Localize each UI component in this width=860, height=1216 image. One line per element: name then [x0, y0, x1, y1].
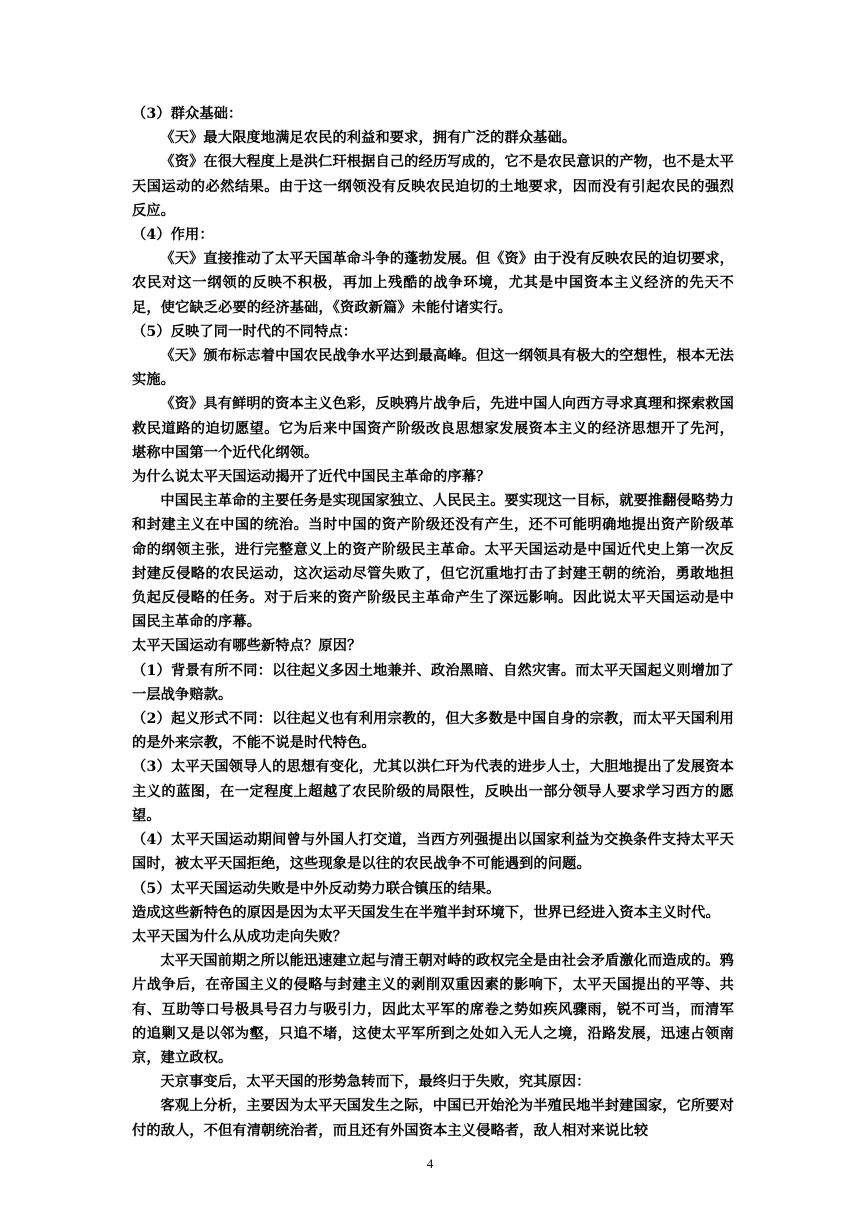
list-item: （2）起义形式不同：以往起义也有利用宗教的，但大多数是中国自身的宗教，而太平天国利用的是外来宗教，不能不说是时代特色。: [132, 711, 734, 752]
list-item: （5）太平天国运动失败是中外反动势力联合镇压的结果。: [132, 880, 501, 897]
paragraph: 造成这些新特色的原因是因为太平天国发生在半殖半封环境下，世界已经进入资本主义时代。: [132, 904, 720, 921]
paragraph: 《资》在很大程度上是洪仁玕根据自己的经历写成的，它不是农民意识的产物，也不是太平天国运动的必然结果。由于这一纲领没有反映农民迫切的土地要求，因而没有引起农民的强烈反应。: [132, 154, 734, 219]
paragraph: （4）作用：: [132, 227, 214, 244]
paragraph: 《天》直接推动了太平天国革命斗争的蓬勃发展。但《资》由于没有反映农民的迫切要求，农民对这一纲领的反映不积极，再加上残酷的战争环境，尤其是中国资本主义经济的先天不足，使它缺乏必要的经济基础，《资政新篇》未能付诸实行。: [132, 251, 734, 316]
paragraph: 中国民主革命的主要任务是实现国家独立、人民民主。要实现这一目标，就要推翻侵略势力和封建主义在中国的统治。当时中国的资产阶级还没有产生，还不可能明确地提出资产阶级革命的纲领主张，进行完整意义上的资产阶级民主革命。太平天国运动是中国近代史上第一次反封建反侵略的农民运动，这次运动尽管失败了，但它沉重地打击了封建王朝的统治，勇敢地担负起反侵略的任务。对于后来的资产阶级民主革命产生了深远影响。因此说太平天国运动是中国民主革命的序幕。: [132, 493, 734, 631]
section-question: 太平天国运动有哪些新特点？原因？: [132, 638, 362, 655]
list-item: （3）太平天国领导人的思想有变化，尤其以洪仁玕为代表的进步人士，大胆地提出了发展资本主义的蓝图，在一定程度上超越了农民阶级的局限性，反映出一部分领导人要求学习西方的愿望。: [132, 759, 734, 824]
list-item: （1）背景有所不同：以往起义多因土地兼并、政治黑暗、自然灾害。而太平天国起义则增加了一层战争赔款。: [132, 662, 734, 703]
paragraph: 《天》颁布标志着中国农民战争水平达到最高峰。但这一纲领具有极大的空想性，根本无法实施。: [132, 348, 734, 389]
section-question: 为什么说太平天国运动揭开了近代中国民主革命的序幕？: [132, 469, 491, 486]
paragraph: 《资》具有鲜明的资本主义色彩，反映鸦片战争后，先进中国人向西方寻求真理和探索救国救民道路的迫切愿望。它为后来中国资产阶级改良思想家发展资本主义的经济思想开了先河，堪称中国第一个近代化纲领。: [132, 396, 734, 461]
paragraph: 太平天国前期之所以能迅速建立起与清王朝对峙的政权完全是由社会矛盾激化而造成的。鸦片战争后，在帝国主义的侵略与封建主义的剥削双重因素的影响下，太平天国提出的平等、共有、互助等口号极具号召力与吸引力，因此太平军的席卷之势如疾风骤雨，锐不可当，而清军的追剿又是以邻为壑，只追不堵，这使太平军所到之处如入无人之境，沿路发展，迅速占领南京，建立政权。: [132, 953, 734, 1066]
paragraph: 客观上分析，主要因为太平天国发生之际，中国已开始沦为半殖民地半封建国家，它所要对付的敌人，不但有清朝统治者，而且还有外国资本主义侵略者，敌人相对来说比较: [132, 1098, 734, 1139]
paragraph: （3）群众基础：: [132, 106, 243, 122]
section-question: 太平天国为什么从成功走向失败？: [132, 928, 348, 945]
list-item: （4）太平天国运动期间曾与外国人打交道，当西方列强提出以国家利益为交换条件支持太平天国时，被太平天国拒绝，这些现象是以往的农民战争不可能遇到的问题。: [132, 832, 734, 873]
paragraph: 《天》最大限度地满足农民的利益和要求，拥有广泛的群众基础。: [160, 130, 577, 147]
paragraph: （5）反映了同一时代的不同特点：: [132, 323, 358, 340]
paragraph: 天京事变后，太平天国的形势急转而下，最终归于失败，究其原因：: [160, 1074, 591, 1091]
page-number: 4: [426, 1156, 434, 1171]
page-body: [132, 102, 734, 1143]
